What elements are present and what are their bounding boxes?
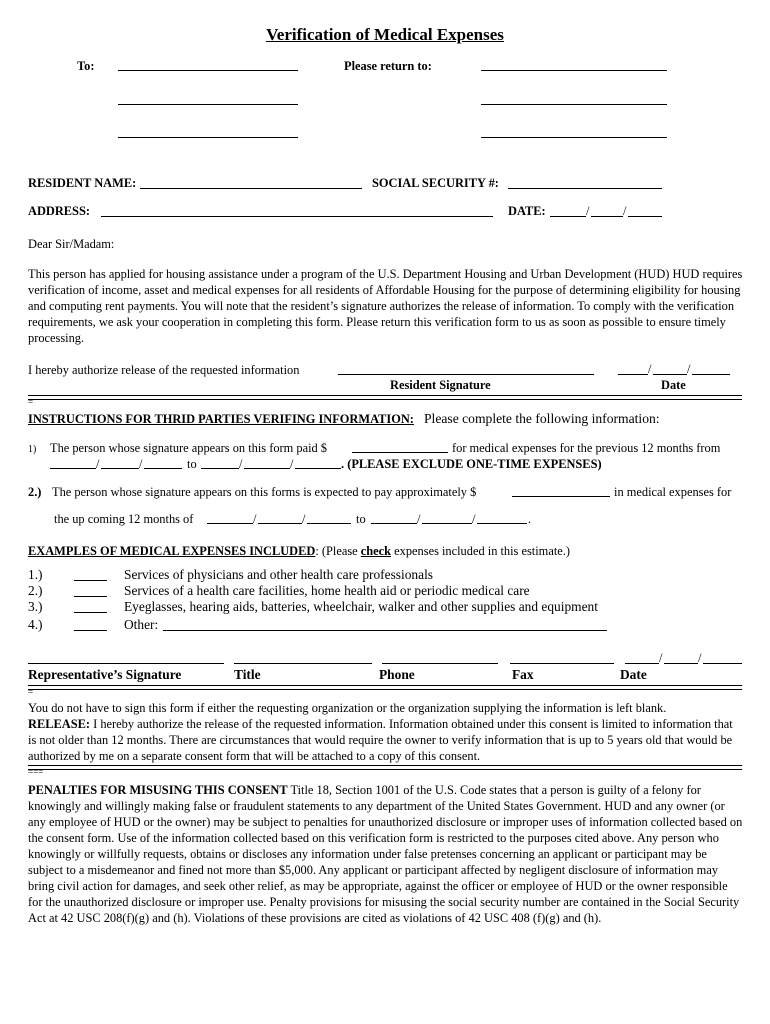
to-label: To:	[77, 59, 95, 73]
return-to-label: Please return to:	[344, 59, 432, 73]
instructions-heading: INSTRUCTIONS FOR THRID PARTIES VERIFING INFORMATION:	[28, 412, 414, 426]
divider	[28, 765, 742, 770]
representative-date-caption: Date	[620, 667, 647, 682]
example-number: 3.)	[28, 599, 43, 614]
item1-to-month[interactable]	[201, 468, 239, 469]
date-slash: /	[623, 204, 627, 218]
ssn-label: SOCIAL SECURITY #:	[372, 176, 499, 190]
item2-to-month[interactable]	[371, 523, 417, 524]
authorize-text: I hereby authorize release of the requested information	[28, 363, 300, 377]
representative-title-field[interactable]	[234, 663, 372, 664]
date-slash: /	[472, 512, 476, 526]
examples-line	[28, 544, 570, 559]
representative-signature-caption: Representative’s Signature	[28, 667, 182, 682]
penalties-text: Title 18, Section 1001 of the U.S. Code states that a person is guilty of a felony for knowingly and willingly making false or fraudulent statements to any department of the United States Government. HUD and any owner (or any employee of HUD or the owner) may be subject to penalties for unauthorized disclosure or improper uses of information collected based on the consent form. Use of the information collected based on this verification form is restricted to the purposes cited above. Any person who knowingly or willfully requests, obtains or discloses any information under false pretenses concerning an applicant or participant may be subject to a misdemeanor and fined not more than $5,000. Any applicant or participant affected by negligent disclosure of information may bring civil action for damages, and seek other relief, as may be appropriate, against the officer or employee of HUD or the owner responsible for the unauthorized disclosure or improper use. Penalty provisions for misusing the social security number are contained in the Social Security Act at 42 USC 208(f)(g) and (h). Violations of these provisions are cited as violations of 42 USC 408 (f)(g) and (h).	[28, 783, 743, 925]
to-line-1[interactable]	[118, 70, 298, 71]
item2-period: .	[528, 512, 532, 526]
date-slash: /	[139, 457, 143, 471]
divider-mark: ===	[28, 767, 44, 777]
date-label: DATE:	[508, 204, 546, 218]
representative-signature-field[interactable]	[28, 663, 224, 664]
example-check-field[interactable]	[74, 596, 107, 597]
date-slash: /	[687, 362, 691, 376]
date-slash: /	[648, 362, 652, 376]
item1-from-month[interactable]	[50, 468, 96, 469]
other-expense-field[interactable]	[163, 630, 607, 631]
authorize-date-year[interactable]	[692, 374, 730, 375]
date-slash: /	[698, 651, 702, 665]
representative-title-caption: Title	[234, 667, 261, 682]
resident-name-field[interactable]	[140, 188, 362, 189]
item1-text: The person whose signature appears on this form paid $	[50, 441, 327, 455]
divider-mark: =	[28, 397, 34, 407]
item1-to-day[interactable]	[244, 468, 290, 469]
item1-to: to	[187, 457, 197, 471]
date-slash: /	[290, 457, 294, 471]
item1-from-day[interactable]	[101, 468, 139, 469]
return-line-3[interactable]	[481, 137, 667, 138]
greeting: Dear Sir/Madam:	[28, 237, 115, 251]
examples-heading: EXAMPLES OF MEDICAL EXPENSES INCLUDED	[28, 544, 316, 558]
to-line-2[interactable]	[118, 104, 298, 105]
resident-name-label: RESIDENT NAME:	[28, 176, 137, 190]
representative-date-month[interactable]	[625, 663, 659, 664]
divider	[28, 685, 742, 690]
examples-note-cont: expenses included in this estimate.)	[394, 544, 570, 558]
example-text: Services of physicians and other health care professionals	[124, 567, 433, 582]
instructions-text: Please complete the following information:	[424, 411, 660, 426]
authorize-date-caption: Date	[661, 378, 686, 392]
representative-phone-caption: Phone	[379, 667, 415, 682]
date-slash: /	[586, 204, 590, 218]
date-slash: /	[659, 651, 663, 665]
item1-number: 1)	[28, 444, 37, 455]
date-slash: /	[417, 512, 421, 526]
date-month-field[interactable]	[550, 216, 586, 217]
divider	[28, 395, 742, 400]
divider-mark: =	[28, 687, 34, 697]
authorize-date-day[interactable]	[653, 374, 687, 375]
item2-to: to	[356, 512, 366, 526]
release-note: You do not have to sign this form if either the requesting organization or the organization supplying the information is left blank.	[28, 701, 667, 715]
page-title: Verification of Medical Expenses	[266, 25, 504, 44]
item2-from-day[interactable]	[258, 523, 302, 524]
return-line-1[interactable]	[481, 70, 667, 71]
item2-from-month[interactable]	[207, 523, 253, 524]
examples-note: : (Please	[315, 544, 358, 558]
return-line-2[interactable]	[481, 104, 667, 105]
intro-paragraph: This person has applied for housing assistance under a program of the U.S. Department Housing and Urban Development (HUD) HUD requires verification of income, asset and medical expenses for all residents of Affordable Housing for the purpose of determining eligibility for housing and computing rent payments. You will note that the resident’s signature authorizes the release of information. To comply with the verification requirements, we ask your cooperation in completing this form. Please return this verification form to us as soon as possible to ensure timely processing.	[28, 267, 743, 345]
item2-text-line2: the up coming 12 months of	[54, 512, 194, 526]
example-text: Services of a health care facilities, home health aid or periodic medical care	[124, 583, 530, 598]
resident-signature-field[interactable]	[338, 374, 594, 375]
representative-fax-field[interactable]	[510, 663, 614, 664]
date-slash: /	[96, 457, 100, 471]
representative-date-day[interactable]	[664, 663, 698, 664]
item1-from-year[interactable]	[144, 468, 182, 469]
example-text: Other:	[124, 617, 159, 632]
representative-date-year[interactable]	[703, 663, 742, 664]
item2-amount-field[interactable]	[512, 496, 610, 497]
date-day-field[interactable]	[591, 216, 623, 217]
to-line-3[interactable]	[118, 137, 298, 138]
example-text: Eyeglasses, hearing aids, batteries, wheelchair, walker and other supplies and equipment	[124, 599, 598, 614]
release-text: I hereby authorize the release of the requested information. Information obtained under this consent is limited to information that is not older than 12 months. There are circumstances that would require the owner to verify information that is up to 5 years old that would be authorized by me on a separate consent form that will be attached to a copy of this consent.	[28, 717, 733, 763]
date-slash: /	[302, 512, 306, 526]
item2-text: The person whose signature appears on this forms is expected to pay approximately $	[52, 485, 477, 499]
example-check-field[interactable]	[74, 612, 107, 613]
item2-text-cont: in medical expenses for	[614, 485, 732, 499]
release-section	[28, 700, 744, 764]
example-number: 1.)	[28, 567, 43, 582]
date-year-field[interactable]	[628, 216, 662, 217]
representative-fax-caption: Fax	[512, 667, 534, 682]
item1-to-year[interactable]	[295, 468, 341, 469]
item1-amount-field[interactable]	[352, 452, 448, 453]
item2-to-day[interactable]	[422, 523, 472, 524]
item1-exclude-note: . (PLEASE EXCLUDE ONE-TIME EXPENSES)	[341, 457, 602, 471]
address-field[interactable]	[101, 216, 493, 217]
item2-from-year[interactable]	[307, 523, 351, 524]
item2-to-year[interactable]	[477, 523, 527, 524]
resident-signature-caption: Resident Signature	[390, 378, 491, 392]
example-number: 2.)	[28, 583, 43, 598]
ssn-field[interactable]	[508, 188, 662, 189]
release-label: RELEASE:	[28, 717, 90, 731]
example-number: 4.)	[28, 617, 43, 632]
address-label: ADDRESS:	[28, 204, 90, 218]
examples-check-word: check	[360, 544, 392, 558]
example-check-field[interactable]	[74, 630, 107, 631]
penalties-section	[28, 782, 744, 926]
item2-number: 2.)	[28, 485, 42, 499]
authorize-date-month[interactable]	[618, 374, 648, 375]
date-slash: /	[253, 512, 257, 526]
item1-text-cont: for medical expenses for the previous 12 months from	[452, 441, 721, 455]
penalties-label: PENALTIES FOR MISUSING THIS CONSENT	[28, 783, 288, 797]
date-slash: /	[239, 457, 243, 471]
example-check-field[interactable]	[74, 580, 107, 581]
representative-phone-field[interactable]	[382, 663, 498, 664]
